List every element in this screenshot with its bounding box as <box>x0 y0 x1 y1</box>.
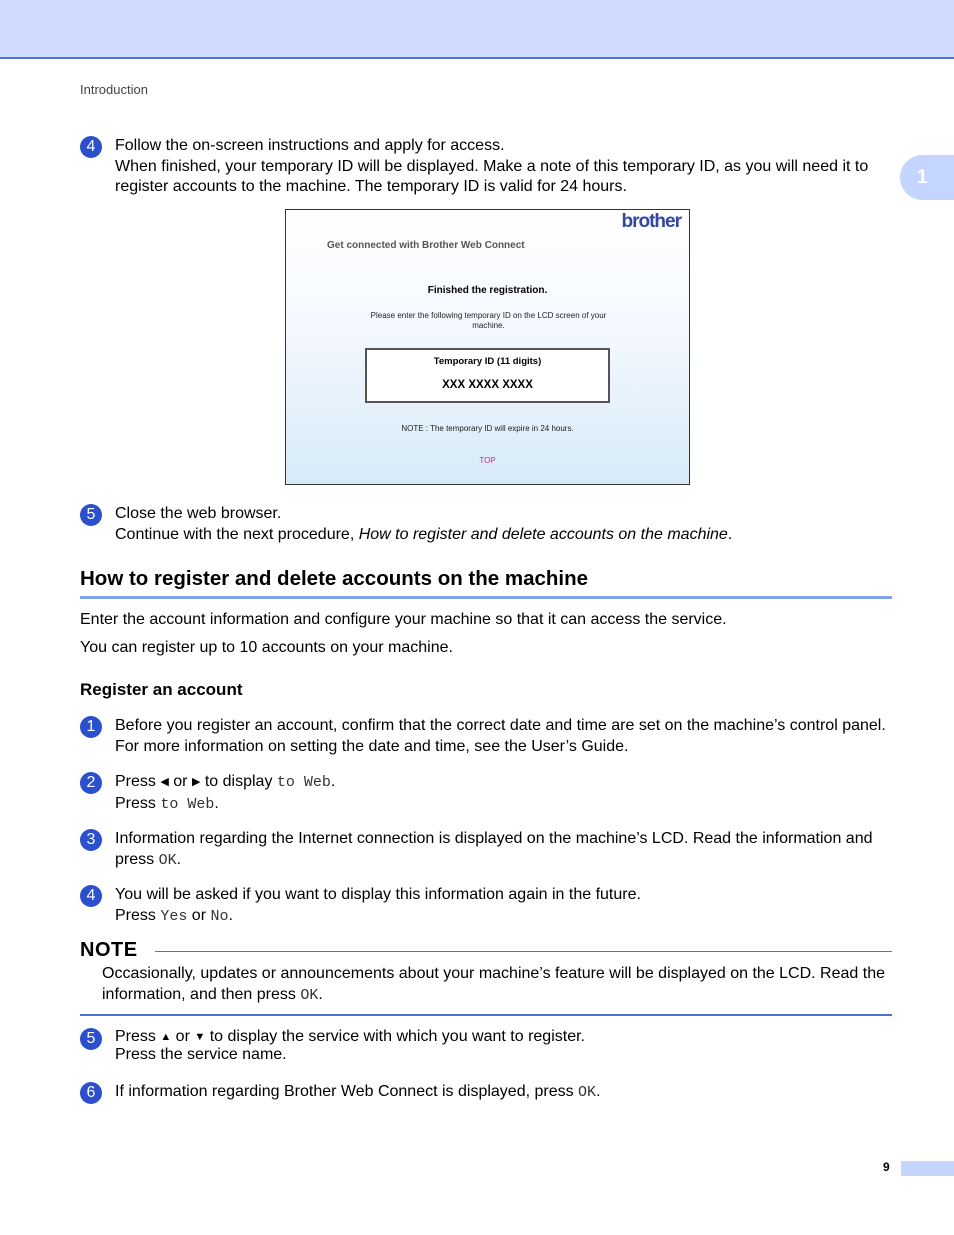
note-title: NOTE <box>80 939 138 961</box>
finished-message: Finished the registration. <box>427 285 548 296</box>
subsection-title: Register an account <box>80 680 243 699</box>
triangle-left-icon: ◀ <box>160 776 169 788</box>
temporary-id-label: Temporary ID (11 digits) <box>433 356 542 367</box>
note-body: Occasionally, updates or announcements about your machine’s feature will be displayed on the LCD. Read the information, and then press OK. <box>102 965 885 1004</box>
web-connect-screenshot <box>285 209 690 485</box>
note-rule <box>155 951 892 952</box>
step-number: 4 <box>80 136 102 158</box>
lcd-text: Yes <box>160 907 188 925</box>
instruction-text: Please enter the following temporary ID on the LCD screen of your machine. <box>370 311 607 330</box>
brother-logo: brother <box>621 211 681 232</box>
section-label: Introduction <box>80 82 148 97</box>
note-bottom-rule <box>80 1014 892 1016</box>
step-number: 3 <box>80 829 102 851</box>
lcd-text: OK <box>158 851 177 869</box>
step-text: Information regarding the Internet connection is displayed on the machine’s LCD. Read the information and press OK. <box>115 830 873 869</box>
chapter-tab: 1 <box>900 155 954 200</box>
step-text: Close the web browser. <box>115 505 282 522</box>
step-text: You will be asked if you want to display this information again in the future. <box>115 886 641 903</box>
register-step-6 <box>80 1082 892 1104</box>
register-step-1 <box>80 716 892 757</box>
register-step-2 <box>80 772 892 815</box>
step-text: If information regarding Brother Web Connect is displayed, press OK. <box>115 1083 601 1101</box>
triangle-up-icon: ▲ <box>160 1031 172 1043</box>
register-step-4 <box>80 885 892 927</box>
step-text: Continue with the next procedure, How to register and delete accounts on the machine. <box>115 525 733 543</box>
step-number: 1 <box>80 716 102 738</box>
step-text: Press ▲ or ▼ to display the service with which you want to register. <box>115 1028 585 1045</box>
step-number: 2 <box>80 772 102 794</box>
section-rule <box>80 596 892 599</box>
expiry-note: NOTE : The temporary ID will expire in 24 hours. <box>401 424 574 433</box>
lcd-text: OK <box>578 1084 597 1101</box>
page-number: 9 <box>883 1160 890 1174</box>
step-text: Press Yes or No. <box>115 906 233 925</box>
step-number: 5 <box>80 1028 102 1050</box>
lcd-text: to Web <box>160 795 215 813</box>
step-text: When finished, your temporary ID will be displayed. Make a note of this temporary ID, as you will need it to register accounts to the machine. The temporary ID is valid for 24 hours. <box>115 157 869 195</box>
lcd-text: OK <box>300 986 319 1004</box>
intro-paragraph: Enter the account information and configure your machine so that it can access the service. <box>80 611 727 628</box>
temporary-id-box <box>365 348 610 403</box>
lcd-text: to Web <box>276 774 331 791</box>
page-tab <box>901 1161 954 1176</box>
lcd-text: No <box>210 907 229 925</box>
screenshot-header: Get connected with Brother Web Connect <box>327 240 525 251</box>
step-number: 6 <box>80 1082 102 1104</box>
register-step-5 <box>80 1028 892 1064</box>
step-text: Press to Web. <box>115 794 219 813</box>
register-step-3 <box>80 829 892 871</box>
triangle-down-icon: ▼ <box>194 1031 206 1043</box>
step-text: Press ◀ or ▶ to display to Web. <box>115 773 336 791</box>
step-text: Before you register an account, confirm that the correct date and time are set on the machine’s control panel. For more information on setting the date and time, see the User’s Guide. <box>115 717 886 755</box>
top-link[interactable]: TOP <box>479 456 496 465</box>
accounts-paragraph: You can register up to 10 accounts on your machine. <box>80 639 453 656</box>
step-number: 5 <box>80 504 102 526</box>
step-5-top <box>80 504 892 545</box>
procedure-link-text: How to register and delete accounts on the machine <box>358 525 728 543</box>
temporary-id-value: XXX XXXX XXXX <box>442 379 533 391</box>
header-band <box>0 0 954 59</box>
section-title: How to register and delete accounts on the machine <box>80 567 589 590</box>
step-4-top <box>80 136 892 198</box>
triangle-right-icon: ▶ <box>191 776 201 788</box>
step-number: 4 <box>80 885 102 907</box>
step-text: Press the service name. <box>115 1046 287 1063</box>
step-text: Follow the on-screen instructions and apply for access. <box>115 137 505 154</box>
